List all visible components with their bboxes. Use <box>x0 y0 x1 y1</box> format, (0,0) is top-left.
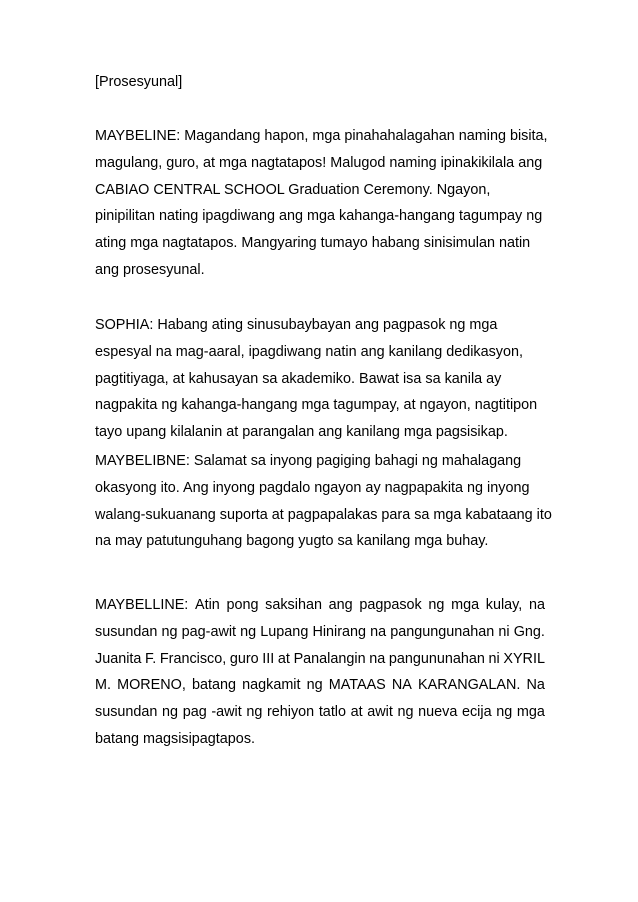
word: magsisipagtapos. <box>143 730 256 747</box>
paragraph-line <box>95 699 545 726</box>
word: Francisco, <box>159 650 227 667</box>
word: ecija <box>461 704 492 721</box>
word: kulay, <box>485 597 523 613</box>
word: susundan <box>95 704 158 721</box>
paragraph-maybelibne <box>95 448 552 555</box>
paragraph-line: MAYBELIBNE: Salamat sa inyong pagiging bahagi ng mahalagang <box>95 453 522 469</box>
word: mga <box>451 597 480 613</box>
word: susundan <box>95 623 158 640</box>
word: ni <box>488 650 500 667</box>
paragraph-line: espesyal na mag-aaral, ipagdiwang natin ang kanilang dedikasyon, <box>95 343 524 360</box>
word: MORENO, <box>117 677 186 694</box>
word: at <box>277 650 290 667</box>
paragraph-line: na may patutunguhang bagong yugto sa kanilang mga buhay. <box>95 533 489 550</box>
word: tatlo <box>318 704 347 721</box>
word: Juanita <box>95 650 142 667</box>
word: pagpasok <box>359 597 422 613</box>
word: pangungunahan <box>390 623 495 640</box>
word: ng <box>397 704 414 721</box>
paragraph-maybeline-welcome <box>95 123 548 284</box>
word: Atin <box>194 597 220 613</box>
paragraph-line <box>95 726 545 753</box>
word: ng <box>161 623 178 640</box>
word: pong <box>226 597 259 613</box>
paragraph-line: ang prosesyunal. <box>95 261 205 278</box>
paragraph-line: okasyong ito. Ang inyong pagdalo ngayon ay nagpapakita ng inyong <box>95 479 530 496</box>
paragraph-line: MAYBELINE: Magandang hapon, mga pinahahalagahan naming bisita, <box>95 128 548 144</box>
word: pangununahan <box>388 650 485 667</box>
word: NA <box>391 677 412 694</box>
document-heading <box>95 69 182 96</box>
word: awit <box>367 704 393 721</box>
word: Panalangin <box>293 650 366 667</box>
paragraph-line: pinipilitan nating ipagdiwang ang mga kahanga-hangang tagumpay ng <box>95 208 543 225</box>
word: F. <box>145 650 157 667</box>
word: KARANGALAN. <box>418 677 521 694</box>
paragraph-line: SOPHIA: Habang ating sinusubaybayan ang pagpasok ng mga <box>95 317 498 333</box>
word: na <box>370 623 387 640</box>
word: nagkamit <box>242 677 301 694</box>
word: nueva <box>418 704 458 721</box>
word: Na <box>526 677 545 694</box>
paragraph-line: nagpakita ng kahanga-hangang mga tagumpay, at ngayon, nagtitipon <box>95 397 538 414</box>
paragraph-line <box>95 619 545 646</box>
paragraph-line: ating mga nagtatapos. Mangyaring tumayo habang sinisimulan natin <box>95 235 531 252</box>
word: MATAAS <box>328 677 386 694</box>
paragraph-line: magulang, guro, at mga nagtatapos! Malugod naming ipinakikilala ang <box>95 154 543 171</box>
word: mga <box>516 704 545 721</box>
word: na <box>528 597 545 613</box>
word: ng <box>496 704 513 721</box>
word: na <box>369 650 386 667</box>
word: batang <box>95 730 140 747</box>
paragraph-line: walang-sukuanang suporta at pagpapalakas para sa mga kabataang ito <box>95 506 552 523</box>
word: pag <box>182 704 207 721</box>
word: M. <box>95 677 111 694</box>
paragraph-line <box>95 646 545 673</box>
word: pag-awit <box>181 623 237 640</box>
word: ng <box>240 623 257 640</box>
word: Hinirang <box>312 623 367 640</box>
word: ni <box>498 623 510 640</box>
word: MAYBELLINE: <box>95 597 189 613</box>
word: rehiyon <box>266 704 315 721</box>
word: III <box>262 650 275 667</box>
paragraph-line: pagtitiyaga, at kahusayan sa akademiko. Bawat isa sa kanila ay <box>95 370 502 387</box>
word: ng <box>428 597 445 613</box>
paragraph-line <box>95 592 545 619</box>
word: batang <box>191 677 236 694</box>
paragraph-line: tayo upang kilalanin at parangalan ang kanilang mga pagsisikap. <box>95 424 508 441</box>
word: -awit <box>211 704 242 721</box>
word: XYRIL <box>503 650 545 667</box>
heading-line: [Prosesyunal] <box>95 74 183 90</box>
paragraph-maybelline-colors <box>95 592 545 753</box>
paragraph-line <box>95 672 545 699</box>
word: ng <box>306 677 323 694</box>
word: Gng. <box>513 623 545 640</box>
word: ng <box>246 704 263 721</box>
word: guro <box>229 650 259 667</box>
word: at <box>350 704 363 721</box>
word: saksihan <box>265 597 322 613</box>
paragraph-line: CABIAO CENTRAL SCHOOL Graduation Ceremony. Ngayon, <box>95 181 491 198</box>
paragraph-sophia <box>95 312 537 446</box>
word: Lupang <box>260 623 309 640</box>
word: ang <box>328 597 353 613</box>
word: ng <box>162 704 179 721</box>
